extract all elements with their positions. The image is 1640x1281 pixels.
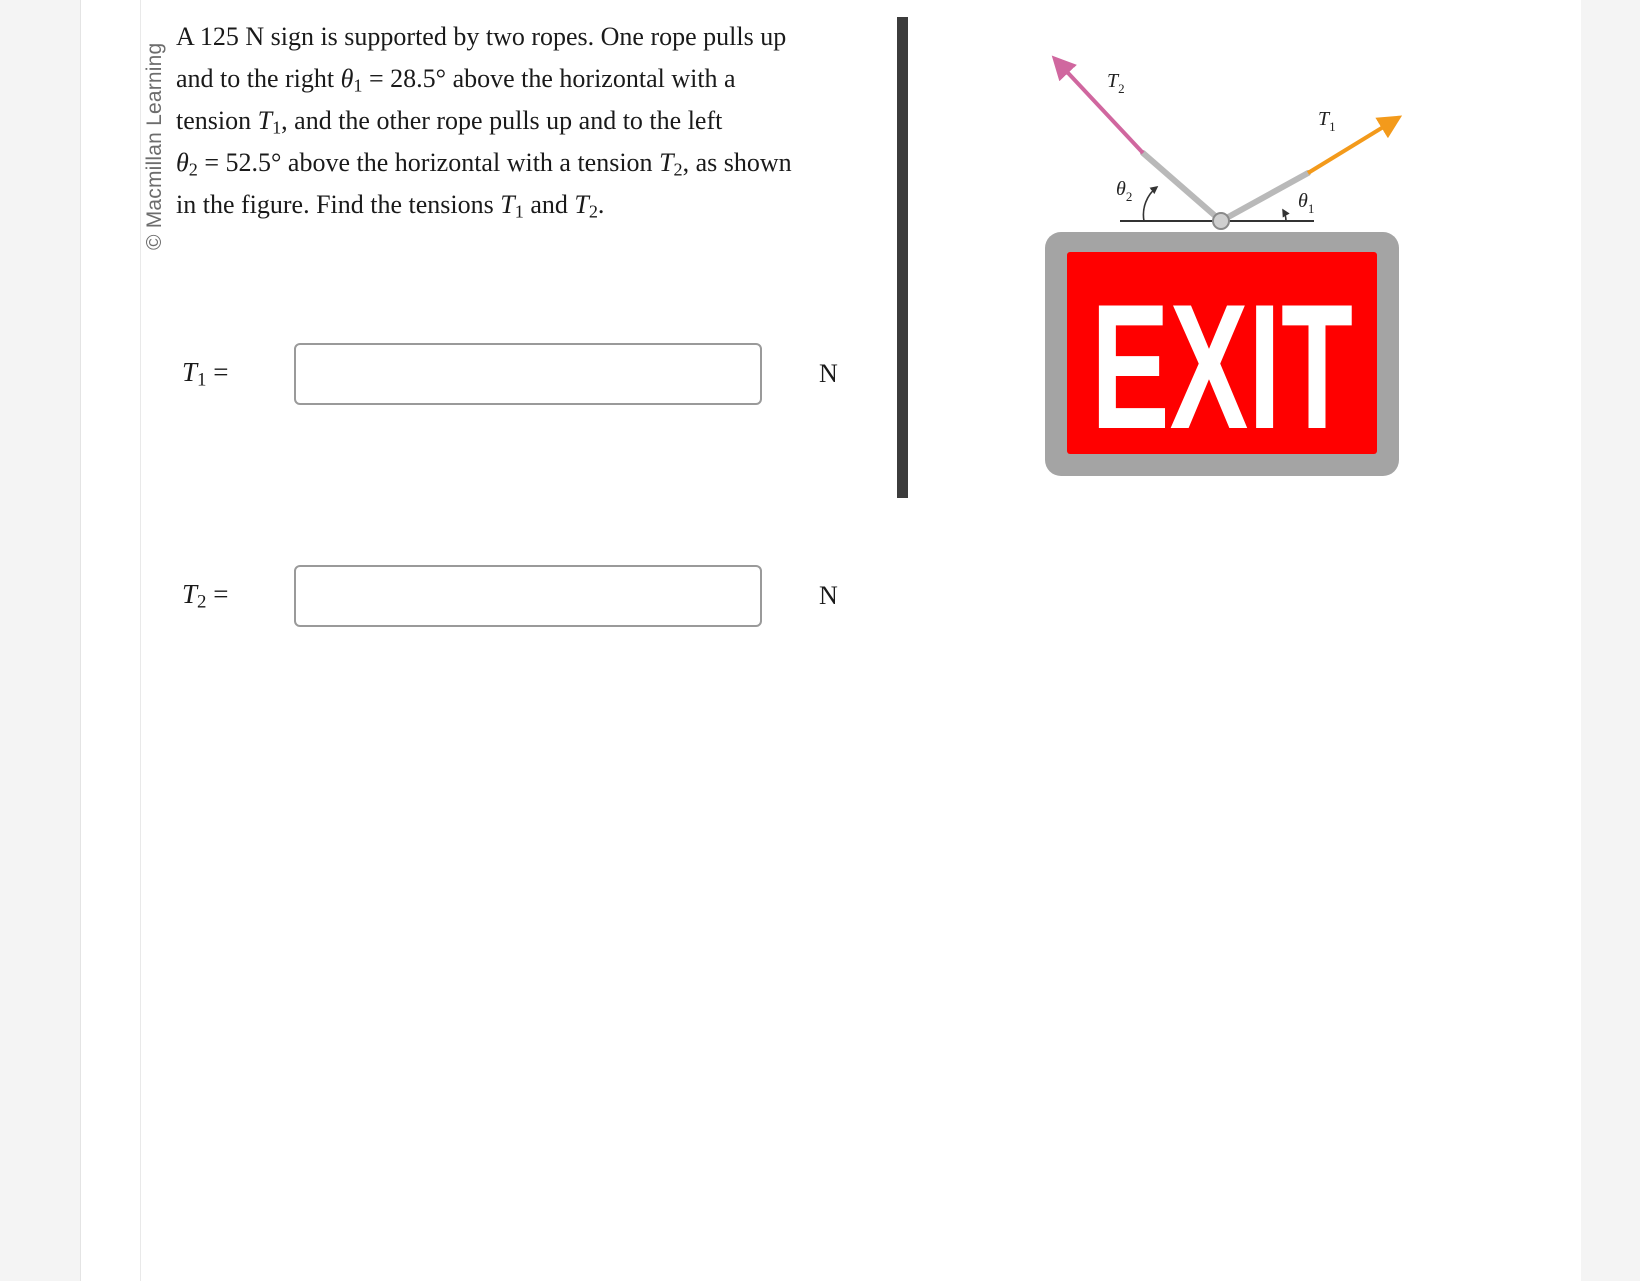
t2-force-arrow [1055,59,1143,153]
problem-line-3: tension $T_1$, and the other rope pulls up and to the left [176,106,723,138]
t2-label: $T_2$ [1107,70,1125,96]
rope-left-segment [1143,153,1221,221]
answer-row-t1 [176,343,856,407]
theta1-label: $\theta_1$ [1298,190,1315,216]
exit-sign-text: EXIT [1091,267,1353,466]
problem-line-2: and to the right $\theta_1 = 28.5^\circ$ above the horizontal with a [176,64,736,96]
theta2-arc [1143,187,1157,221]
answer-label-t2: $T_2$ = [182,579,229,613]
exit-sign-figure [1040,40,1410,490]
t1-unit-label: N [819,359,838,388]
theta2-label: $\theta_2$ [1116,178,1133,204]
ring-icon [1213,213,1229,229]
figure-divider [897,17,908,498]
t1-answer-input[interactable] [294,343,762,405]
copyright-label: © Macmillan Learning [143,42,166,250]
answer-label-t1: $T_1$ = [182,357,229,391]
problem-line-4: $\theta_2 = 52.5^\circ$ above the horizontal with a tension $T_2$, as shown [176,148,792,180]
theta1-arc [1283,210,1286,221]
t2-unit-label: N [819,581,838,610]
t1-label: $T_1$ [1318,108,1336,134]
problem-statement [176,16,856,226]
answer-row-t2 [176,565,856,629]
problem-line-1: A 125 N sign is supported by two ropes. One rope pulls up [176,22,787,51]
rope-right-segment [1221,173,1308,221]
problem-line-5: in the figure. Find the tensions $T_1$ and $T_2$. [176,190,605,222]
t2-answer-input[interactable] [294,565,762,627]
